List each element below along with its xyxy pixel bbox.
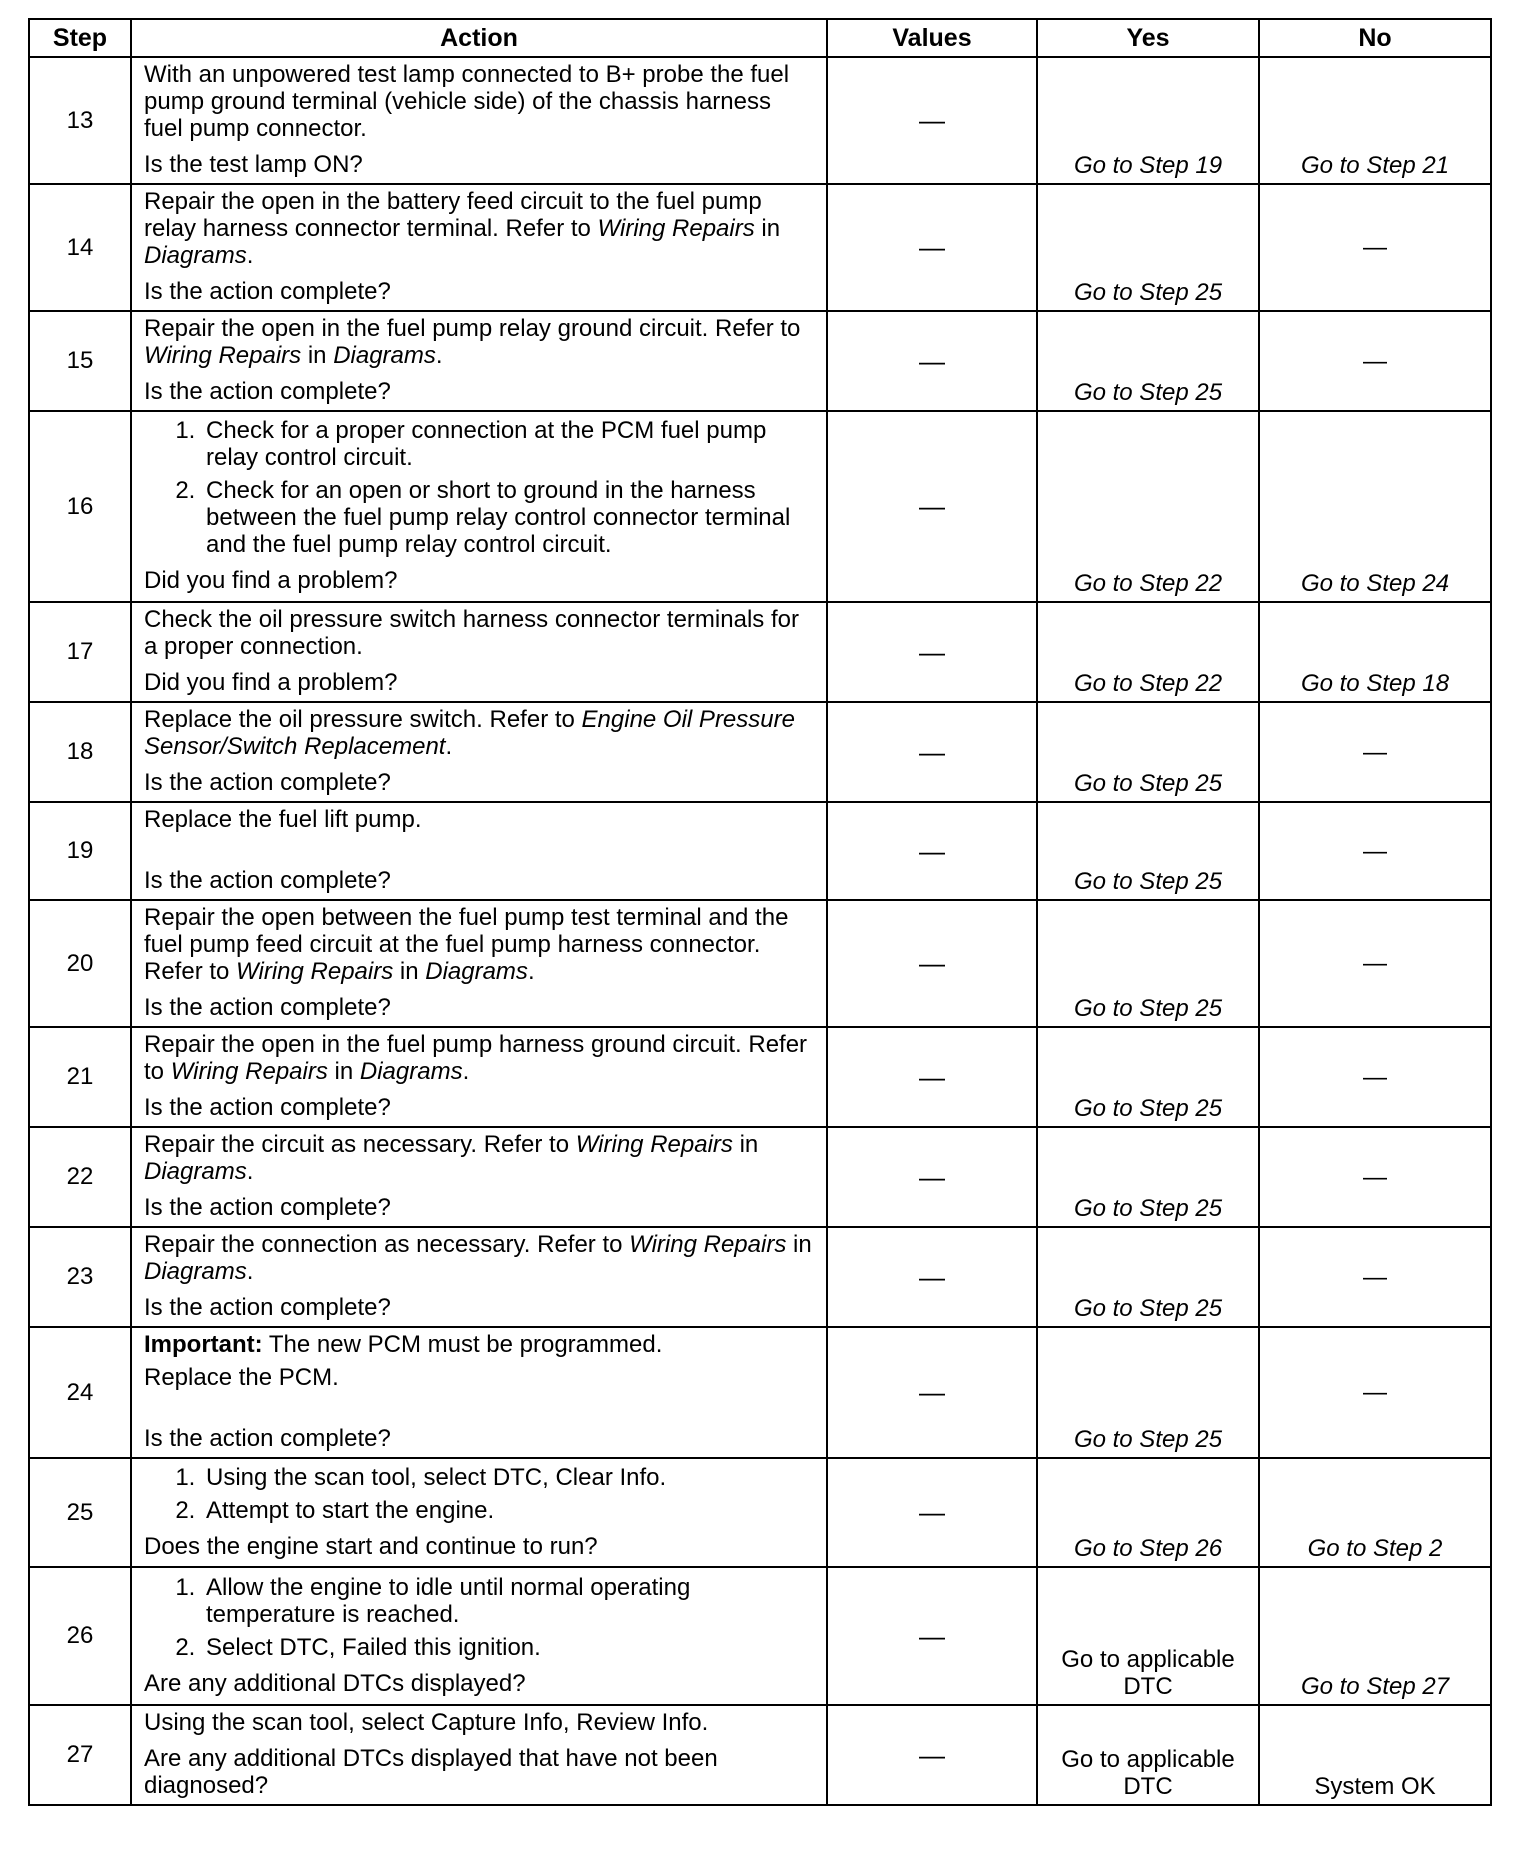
values-cell: —	[827, 184, 1037, 311]
header-yes: Yes	[1037, 19, 1259, 57]
no-cell: Go to Step 27	[1259, 1567, 1491, 1705]
action-question: Did you find a problem?	[144, 567, 398, 594]
header-action: Action	[131, 19, 827, 57]
yes-cell: Go to Step 25	[1037, 900, 1259, 1027]
action-cell	[131, 1567, 827, 1705]
step-number: 17	[29, 602, 131, 702]
action-cell	[131, 1027, 827, 1127]
values-cell: —	[827, 900, 1037, 1027]
reference-link: Engine Oil Pressure Sensor/Switch Replacement	[144, 706, 795, 760]
list-item: 2. Check for an open or short to ground in the harness between the fuel pump relay control connector terminal and the fuel pump relay control circuit.	[202, 477, 816, 558]
action-question: Is the action complete?	[144, 378, 391, 405]
table-row	[29, 1227, 1491, 1327]
action-question: Is the action complete?	[144, 278, 391, 305]
action-text	[144, 188, 816, 269]
values-cell: —	[827, 702, 1037, 802]
reference-link: Wiring Repairs	[575, 1131, 733, 1158]
action-cell	[131, 184, 827, 311]
values-cell: —	[827, 1458, 1037, 1567]
action-text-part: Replace the oil pressure switch. Refer to	[144, 706, 582, 733]
action-text: Using the scan tool, select Capture Info, Review Info.	[144, 1709, 709, 1736]
action-cell	[131, 1458, 827, 1567]
yes-cell: Go to Step 25	[1037, 1027, 1259, 1127]
action-text-part: Repair the open in the fuel pump relay ground circuit. Refer to	[144, 315, 801, 342]
action-cell	[131, 1127, 827, 1227]
action-question: Is the action complete?	[144, 1425, 391, 1452]
important-label: Important:	[144, 1331, 263, 1358]
action-cell	[131, 802, 827, 900]
action-text-part: in	[327, 1058, 360, 1085]
yes-cell: Go to Step 25	[1037, 802, 1259, 900]
header-no: No	[1259, 19, 1491, 57]
table-row	[29, 602, 1491, 702]
action-text-part: Repair the open between the fuel pump test terminal and the fuel pump feed circuit at the fuel pump harness connector. Refer to	[144, 904, 789, 985]
action-question: Are any additional DTCs displayed?	[144, 1669, 526, 1697]
no-cell: Go to Step 18	[1259, 602, 1491, 702]
diagrams-reference: Diagrams	[333, 342, 436, 369]
list-item: 1. Using the scan tool, select DTC, Clear Info.	[202, 1464, 816, 1491]
values-cell: —	[827, 57, 1037, 184]
action-text-part: .	[527, 958, 535, 985]
step-number: 24	[29, 1327, 131, 1458]
action-text-part: Repair the open in the battery feed circuit to the fuel pump relay harness connector terminal. Refer to	[144, 188, 762, 242]
action-cell	[131, 1327, 827, 1458]
action-question: Is the action complete?	[144, 1294, 391, 1321]
action-text-part: in	[754, 215, 781, 242]
action-text-part: .	[246, 242, 254, 269]
action-text	[144, 1131, 816, 1185]
yes-cell: Go to applicable DTC	[1037, 1705, 1259, 1805]
action-text	[144, 1231, 816, 1285]
yes-cell: Go to Step 19	[1037, 57, 1259, 184]
table-row	[29, 1127, 1491, 1227]
no-cell: —	[1259, 1327, 1491, 1458]
action-question: Is the action complete?	[144, 1094, 391, 1121]
table-row	[29, 802, 1491, 900]
action-cell	[131, 602, 827, 702]
action-steps-list	[144, 1574, 816, 1661]
action-question: Is the action complete?	[144, 769, 391, 796]
action-text: With an unpowered test lamp connected to B+ probe the fuel pump ground terminal (vehicle side) of the chassis harness fuel pump connector.	[144, 61, 790, 142]
action-text-part: .	[462, 1058, 470, 1085]
step-number: 25	[29, 1458, 131, 1567]
table-row	[29, 184, 1491, 311]
action-text: Check the oil pressure switch harness connector terminals for a proper connection.	[144, 606, 799, 660]
no-cell: —	[1259, 184, 1491, 311]
diagrams-reference: Diagrams	[144, 1158, 247, 1185]
table-row	[29, 311, 1491, 411]
list-item: 2. Attempt to start the engine.	[202, 1497, 816, 1524]
action-question: Are any additional DTCs displayed that have not been diagnosed?	[144, 1745, 718, 1799]
step-number: 26	[29, 1567, 131, 1705]
yes-cell: Go to Step 25	[1037, 1127, 1259, 1227]
list-item: 1. Allow the engine to idle until normal operating temperature is reached.	[202, 1574, 816, 1628]
values-cell: —	[827, 802, 1037, 900]
action-question: Is the test lamp ON?	[144, 151, 363, 178]
table-row	[29, 702, 1491, 802]
yes-cell: Go to Step 22	[1037, 411, 1259, 602]
diagrams-reference: Diagrams	[144, 242, 247, 269]
action-text	[144, 706, 816, 760]
values-cell: —	[827, 1705, 1037, 1805]
values-cell: —	[827, 1567, 1037, 1705]
diagnostic-table	[28, 18, 1492, 1806]
action-text-part: Repair the circuit as necessary. Refer to	[144, 1131, 576, 1158]
values-cell: —	[827, 1327, 1037, 1458]
action-cell	[131, 900, 827, 1027]
list-item: 1. Check for a proper connection at the PCM fuel pump relay control circuit.	[202, 417, 816, 471]
list-item: 2. Select DTC, Failed this ignition.	[202, 1634, 816, 1661]
values-cell: —	[827, 602, 1037, 702]
action-steps-list	[144, 417, 816, 558]
yes-cell: Go to Step 25	[1037, 1327, 1259, 1458]
action-cell	[131, 411, 827, 602]
yes-cell: Go to Step 25	[1037, 311, 1259, 411]
no-cell: —	[1259, 702, 1491, 802]
diagrams-reference: Diagrams	[359, 1058, 463, 1085]
table-row	[29, 900, 1491, 1027]
yes-cell: Go to Step 22	[1037, 602, 1259, 702]
action-text-part: Repair the open in the fuel pump harness ground circuit. Refer to	[144, 1031, 808, 1085]
values-cell: —	[827, 1127, 1037, 1227]
step-number: 20	[29, 900, 131, 1027]
action-text	[144, 1031, 816, 1085]
yes-cell: Go to Step 26	[1037, 1458, 1259, 1567]
step-number: 15	[29, 311, 131, 411]
no-cell: —	[1259, 1027, 1491, 1127]
no-cell: Go to Step 21	[1259, 57, 1491, 184]
action-cell	[131, 702, 827, 802]
action-text: Replace the fuel lift pump.	[144, 806, 422, 833]
no-cell: System OK	[1259, 1705, 1491, 1805]
no-cell: —	[1259, 1227, 1491, 1327]
reference-link: Wiring Repairs	[170, 1058, 328, 1085]
step-number: 27	[29, 1705, 131, 1805]
step-number: 13	[29, 57, 131, 184]
values-cell: —	[827, 1227, 1037, 1327]
reference-link: Wiring Repairs	[144, 342, 302, 369]
yes-cell: Go to applicable DTC	[1037, 1567, 1259, 1705]
reference-link: Wiring Repairs	[597, 215, 755, 242]
table-row	[29, 57, 1491, 184]
action-text-part: in	[393, 958, 426, 985]
step-number: 14	[29, 184, 131, 311]
header-step: Step	[29, 19, 131, 57]
table-row	[29, 1027, 1491, 1127]
table-row	[29, 1327, 1491, 1458]
action-question: Is the action complete?	[144, 994, 391, 1021]
action-text: Replace the PCM.	[144, 1364, 339, 1391]
important-text: The new PCM must be programmed.	[262, 1331, 663, 1358]
table-row	[29, 1458, 1491, 1567]
table-row	[29, 1705, 1491, 1805]
step-number: 23	[29, 1227, 131, 1327]
action-cell	[131, 1705, 827, 1805]
action-steps-list	[144, 1464, 816, 1524]
yes-cell: Go to Step 25	[1037, 702, 1259, 802]
action-text-part: Repair the connection as necessary. Refer to	[144, 1231, 630, 1258]
action-text-part: .	[435, 342, 443, 369]
action-text-part: in	[786, 1231, 812, 1258]
action-text-part: in	[301, 342, 334, 369]
no-cell: —	[1259, 900, 1491, 1027]
table-row	[29, 1567, 1491, 1705]
header-row	[29, 19, 1491, 57]
values-cell: —	[827, 411, 1037, 602]
action-question: Is the action complete?	[144, 1194, 391, 1221]
header-values: Values	[827, 19, 1037, 57]
no-cell: —	[1259, 802, 1491, 900]
yes-cell: Go to Step 25	[1037, 1227, 1259, 1327]
action-text-part: .	[246, 1158, 254, 1185]
action-question: Is the action complete?	[144, 867, 391, 894]
table-row	[29, 411, 1491, 602]
action-cell	[131, 57, 827, 184]
important-note	[144, 1331, 816, 1358]
action-question: Does the engine start and continue to run?	[144, 1532, 598, 1560]
action-text-part: in	[732, 1131, 759, 1158]
yes-cell: Go to Step 25	[1037, 184, 1259, 311]
step-number: 19	[29, 802, 131, 900]
step-number: 16	[29, 411, 131, 602]
action-text-part: .	[246, 1258, 254, 1285]
diagrams-reference: Diagrams	[144, 1258, 247, 1285]
step-number: 22	[29, 1127, 131, 1227]
no-cell: Go to Step 24	[1259, 411, 1491, 602]
reference-link: Wiring Repairs	[629, 1231, 787, 1258]
step-number: 21	[29, 1027, 131, 1127]
values-cell: —	[827, 311, 1037, 411]
action-text	[144, 315, 816, 369]
action-cell	[131, 1227, 827, 1327]
no-cell: —	[1259, 1127, 1491, 1227]
no-cell: Go to Step 2	[1259, 1458, 1491, 1567]
step-number: 18	[29, 702, 131, 802]
action-cell	[131, 311, 827, 411]
diagrams-reference: Diagrams	[425, 958, 528, 985]
action-text	[144, 904, 816, 985]
values-cell: —	[827, 1027, 1037, 1127]
no-cell: —	[1259, 311, 1491, 411]
reference-link: Wiring Repairs	[236, 958, 394, 985]
action-text-part: .	[445, 733, 453, 760]
action-question: Did you find a problem?	[144, 669, 398, 696]
